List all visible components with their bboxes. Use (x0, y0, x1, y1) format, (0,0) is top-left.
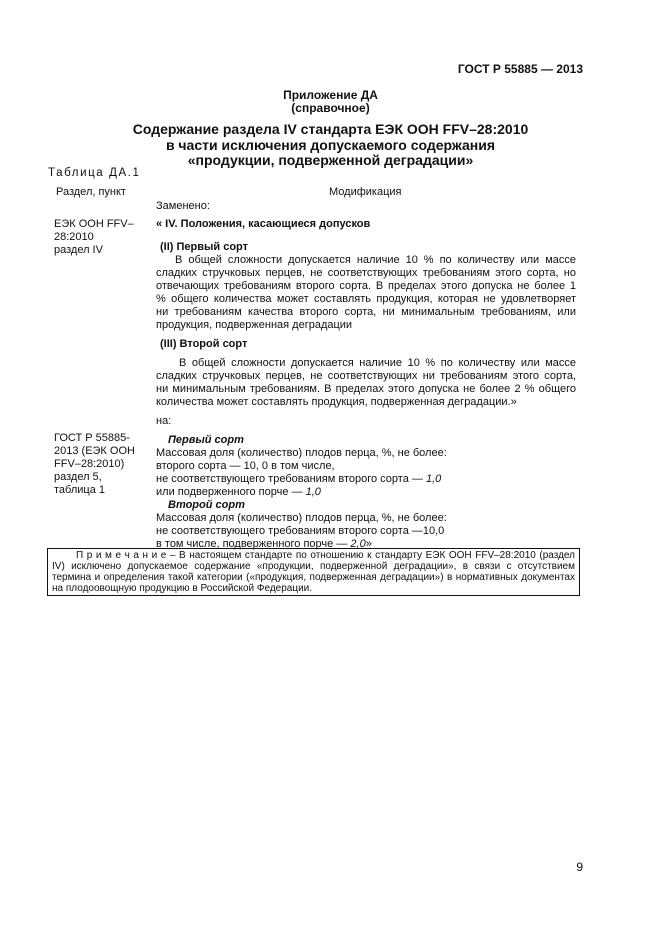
grade1-text-line-5: ни требованиям качества второго сорта, ни минимальным требованиям, или (156, 306, 576, 318)
document-standard-number: ГОСТ Р 55885 — 2013 (457, 62, 583, 76)
note-line-3: термина и определения такой категории («продукция, подверженная деградации») в нормативных документах (52, 572, 575, 583)
note-line-2: IV) исключено допускаемое содержание «продукции, подверженной деградации», в связи с отсутствием (52, 561, 575, 572)
second-grade-value: 2,0 (350, 538, 366, 550)
main-title-line-2: в части исключения допускаемого содержания (165, 137, 496, 153)
first-grade-line-3: не соответствующего требованиям второго сорта — 1,0 (156, 473, 442, 485)
first-grade-line-4: или подверженного порче — 1,0 (156, 486, 321, 498)
grade2-text-line-2: сладких стручковых перцев, не соответствующих ни требованиям этого сорта, (156, 370, 576, 382)
main-title-line-1: Содержание раздела IV стандарта ЕЭК ООН FFV–28:2010 (132, 121, 529, 137)
row2-section-line-1: ГОСТ Р 55885- (54, 432, 130, 444)
grade1-heading: (II) Первый сорт (160, 241, 249, 253)
first-grade-title: Первый сорт (168, 434, 244, 446)
on-label: на: (156, 415, 172, 427)
grade2-text-line-1: В общей сложности допускается наличие 10 % по количеству или массе (179, 357, 576, 369)
first-grade-line-1: Массовая доля (количество) плодов перца, %, не более: (156, 447, 447, 459)
note-line-1: П р и м е ч а н и е – В настоящем стандарте по отношению к стандарту ЕЭК ООН FFV–28:2010 (раздел (52, 550, 575, 561)
row2-section-line-4: раздел 5, (54, 471, 102, 483)
grade2-heading: (III) Второй сорт (160, 338, 248, 350)
grade1-text-line-3: отвечающих требованиям второго сорта. В пределах этого допуска не более 1 (156, 280, 576, 292)
grade2-text-line-3: ни минимальным требованиям. В пределах этого допуска не более 2 % общего (156, 383, 576, 395)
table-label: Таблица ДА.1 (48, 167, 141, 179)
second-grade-line-1: Массовая доля (количество) плодов перца, %, не более: (156, 512, 447, 524)
grade1-text-line-1: В общей сложности допускается наличие 10 % по количеству или массе (175, 254, 576, 266)
first-grade-value-1: 1,0 (425, 473, 442, 485)
second-grade-line-3: в том числе, подверженного порче — 2,0» (156, 538, 372, 550)
page-number: 9 (576, 860, 583, 874)
header-section: Раздел, пункт (56, 186, 126, 198)
header-modification: Модификация (329, 186, 402, 198)
row1-section-line-3: раздел IV (54, 244, 103, 256)
second-grade-title: Второй сорт (168, 499, 245, 511)
grade1-text-line-4: % общего количества может составлять продукция, которая не удовлетворяет (156, 293, 576, 305)
note-label: П р и м е ч а н и е – (76, 550, 176, 561)
grade2-text-line-4: количества может составлять продукция, подверженная деградации.» (156, 396, 517, 408)
row1-section-line-2: 28:2010 (54, 231, 94, 243)
second-grade-line-2: не соответствующего требованиям второго сорта —10,0 (156, 525, 445, 537)
main-title-line-3: «продукции, подверженной деградации» (187, 152, 474, 168)
row2-section-line-3: FFV–28:2010) (54, 458, 125, 470)
first-grade-value-2: 1,0 (305, 486, 321, 498)
row2-section-line-5: таблица 1 (54, 484, 105, 496)
replaced-label: Заменено: (156, 200, 210, 212)
row1-section-line-1: ЕЭК ООН FFV– (54, 218, 134, 230)
appendix-reference: (справочное) (291, 101, 370, 115)
note-line-4: на плодоовощную продукцию в Российской Федерации. (52, 583, 313, 594)
block1-heading: « IV. Положения, касающиеся допусков (156, 218, 371, 230)
grade1-text-line-2: сладких стручковых перцев, не соответствующих требованиям этого сорта, но (156, 267, 576, 279)
grade1-text-line-6: продукция, подверженная деградации (156, 319, 353, 331)
appendix-title: Приложение ДА (283, 88, 378, 102)
first-grade-line-2: второго сорта — 10, 0 в том числе, (156, 460, 335, 472)
row2-section-line-2: 2013 (ЕЭК ООН (54, 445, 135, 457)
